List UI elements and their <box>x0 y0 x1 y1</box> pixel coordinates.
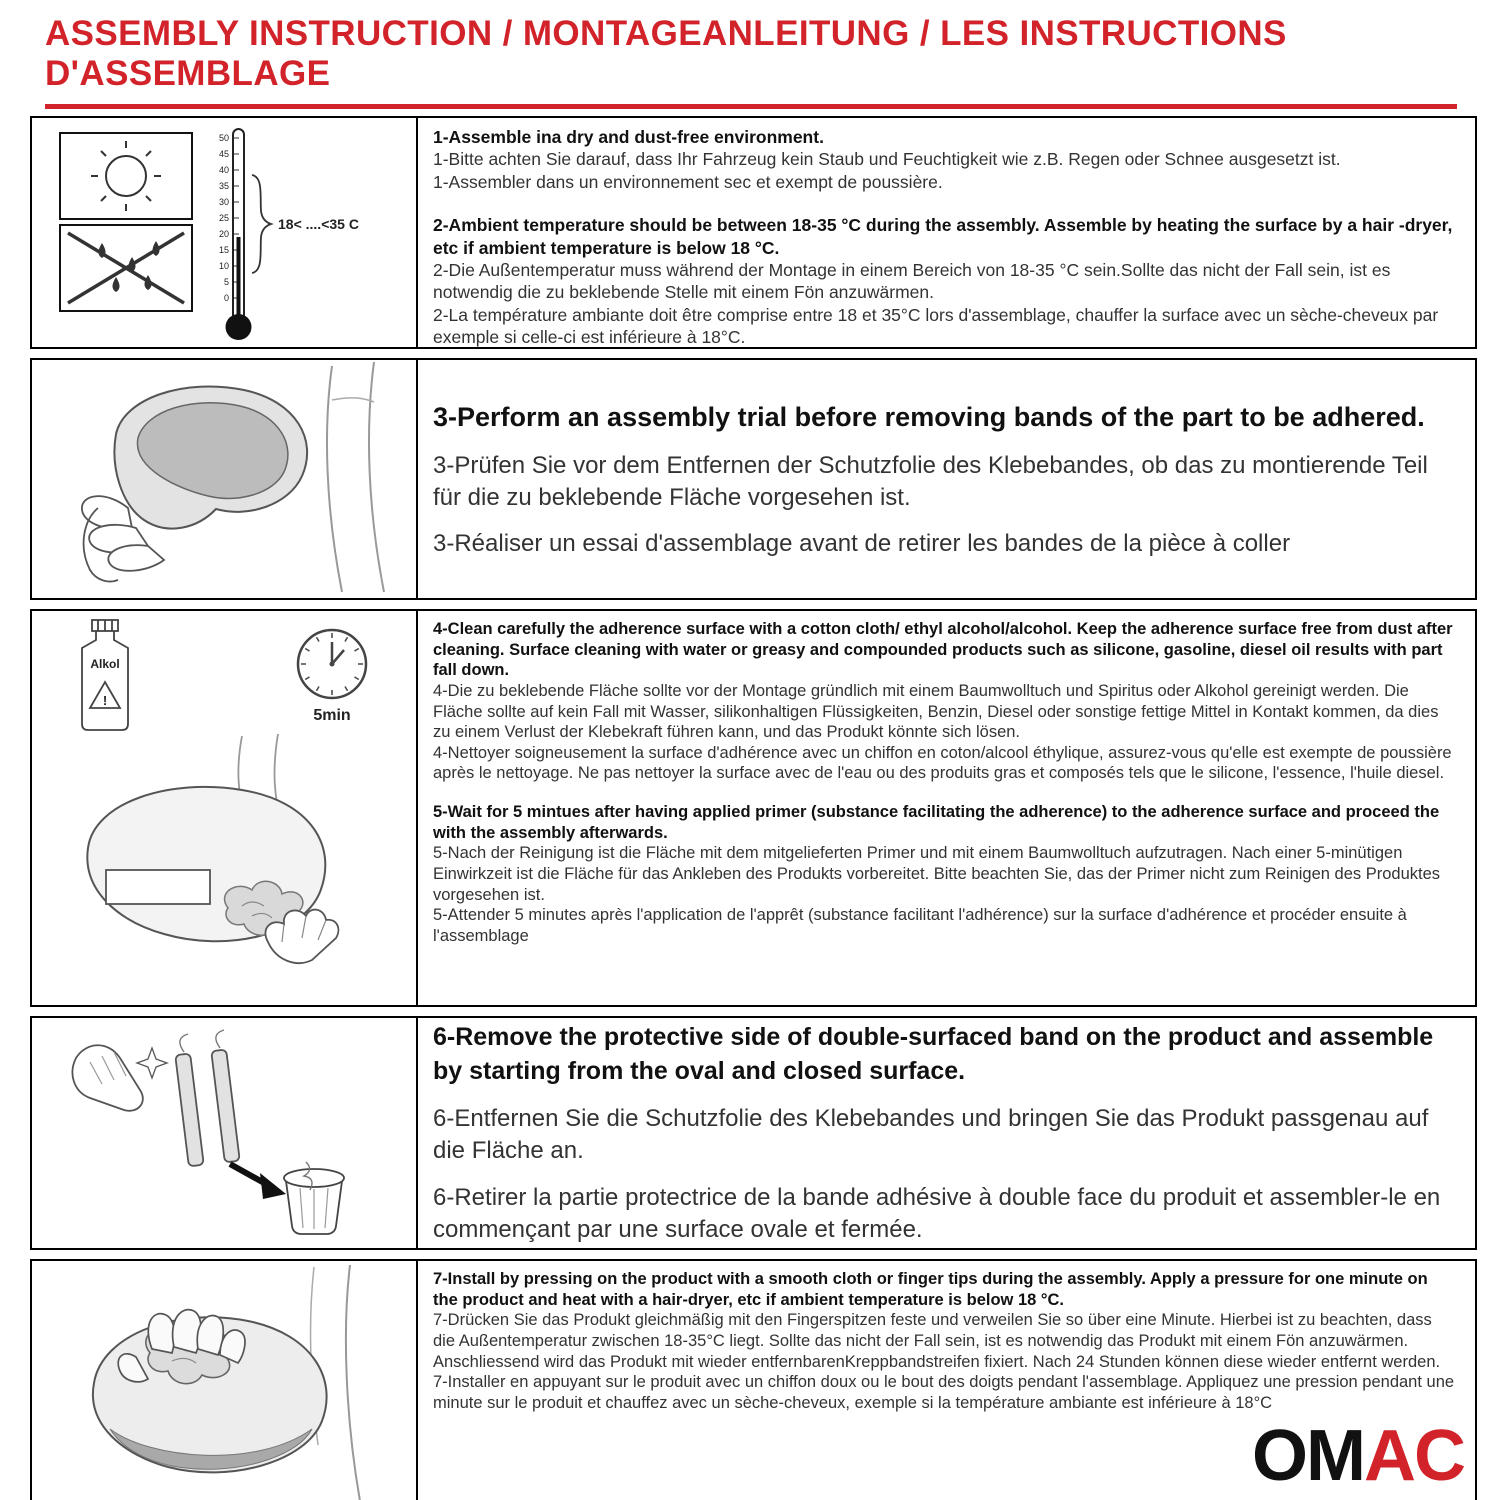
figure-band-removal <box>30 1016 418 1250</box>
step1-fr-text: 1-Assembler dans un environnement sec et exempt de poussière. <box>433 171 943 192</box>
instruction-text-3 <box>418 609 1477 1007</box>
step1-de-text: 1-Bitte achten Sie darauf, dass Ihr Fahrzeug kein Staub und Feuchtigkeit wie z.B. Regen oder Schnee ausgesetzt ist. <box>433 149 1341 170</box>
clock-duration-label: 5min <box>313 707 351 724</box>
instruction-text-2 <box>418 358 1477 600</box>
step7-en-text: 7-Install by pressing on the product with a smooth cloth or finger tips during the assembly. Apply a pressure for one minute on the product and heat with a hair-dryer, etc if ambient temperature is below 18 °C. <box>433 1270 1428 1309</box>
step2-de-text: 2-Die Außentemperatur muss während der Montage in einem Bereich von 18-35 °C sein.Sollte das nicht der Fall sein, ist es notwendig die zu beklebende Stelle mit einem Fön anzuwärmen. <box>433 259 1391 303</box>
surface-cleaning-illustration <box>32 612 416 1004</box>
press-install-illustration <box>32 1261 416 1500</box>
step5-de-text: 5-Nach der Reinigung ist die Fläche mit dem mitgelieferten Primer und mit einem Baumwolltuch aufzutragen. Nach einer 5-minütigen Einwirkzeit ist die Fläche für das Ankleben des Produkts vorbereitet. Bitte beachten Sie, das der Primer nicht zum Reinigen des Produktes vorgesehen ist. <box>433 844 1441 904</box>
temperature-range-label: 18< ....<35 C <box>278 216 359 232</box>
step5-fr-text: 5-Attender 5 minutes après l'application de l'apprêt (substance facilitant l'adhérence) sur la surface d'adhérence et procéder ensuite à l'assemblage <box>433 906 1407 945</box>
omac-logo-black: OM <box>1252 1416 1364 1496</box>
no-rain-icon <box>60 225 192 311</box>
sparkle-icon <box>137 1048 167 1078</box>
step6-en-text: 6-Remove the protective side of double-surfaced band on the product and assemble by starting from the oval and closed surface. <box>433 1023 1434 1086</box>
adhesive-strips-icon <box>175 1030 240 1166</box>
instruction-row-1 <box>30 116 1477 349</box>
step4-en-text: 4-Clean carefully the adherence surface with a cotton cloth/ ethyl alcohol/alcohol. Keep the adherence surface free from dust after cleaning. Surface cleaning with water or greasy and compounded products such as silicone, gasoline, diesel oil results with part fall down. <box>433 620 1453 680</box>
step5-en-text: 5-Wait for 5 mintues after having applied primer (substance facilitating the adherence) to the adherence surface and proceed the with the assembly afterwards. <box>433 803 1440 842</box>
warning-exclamation: ! <box>102 693 108 708</box>
step4-de-text: 4-Die zu beklebende Fläche sollte vor der Montage gründlich mit einem Baumwolltuch und Spiritus oder Alkohol gereinigt werden. Die Fläche sollte auf kein Fall mit Wasser, silikonhaltigen Flüssigkeiten, Benzin, Diesel oder sonstige fettige Mittel in Kontakt kommen, da dies zu einem Verlust der Klebekraft führen kann, und das Produkt könnte sich lösen. <box>433 681 1439 742</box>
arrow-icon <box>230 1164 286 1199</box>
svg-text:30: 30 <box>218 197 229 207</box>
step3-fr-text: 3-Réaliser un essai d'assemblage avant de retirer les bandes de la pièce à coller <box>433 530 1291 558</box>
instruction-row-4 <box>30 1016 1477 1250</box>
figure-press-install <box>30 1259 418 1500</box>
svg-text:20: 20 <box>218 229 229 239</box>
environment-illustration <box>32 119 416 346</box>
hand-icon <box>72 1045 142 1111</box>
step1-en-text: 1-Assemble ina dry and dust-free environment. <box>433 127 824 147</box>
instruction-row-3 <box>30 609 1477 1007</box>
instruction-text-1 <box>418 116 1477 349</box>
svg-text:35: 35 <box>218 181 229 191</box>
mirror-trial-illustration <box>32 360 416 598</box>
svg-text:5: 5 <box>223 277 229 287</box>
figure-cleaning <box>30 609 418 1007</box>
instruction-row-2 <box>30 358 1477 600</box>
step7-fr-text: 7-Installer en appuyant sur le produit avec un chiffon doux ou le bout des doigts pendant l'assemblage. Appliquez une pression pendant une minute sur le produit et chauffez avec un sèche-cheveux, exemple si la température ambiante est inférieure à 18°C <box>433 1373 1455 1412</box>
svg-text:45: 45 <box>218 149 229 159</box>
svg-text:10: 10 <box>218 261 229 271</box>
thermometer-icon <box>219 129 359 340</box>
figure-environment <box>30 116 418 349</box>
band-removal-illustration <box>32 1018 416 1248</box>
instruction-text-4 <box>418 1016 1477 1250</box>
svg-text:40: 40 <box>218 165 229 175</box>
svg-text:25: 25 <box>218 213 229 223</box>
instruction-rows <box>0 116 1500 1500</box>
step4-fr-text: 4-Nettoyer soigneusement la surface d'adhérence avec un chiffon en coton/alcool éthylique, assurez-vous qu'elle est exempte de poussière après le nettoyage. Ne pas nettoyer la surface avec de l'eau ou des produits gras et composés tels que le silicone, l'essence, l'huile diesel. <box>433 743 1452 783</box>
omac-logo <box>1246 1416 1464 1496</box>
figure-assembly-trial <box>30 358 418 600</box>
step6-fr-text: 6-Retirer la partie protectrice de la bande adhésive à double face du produit et assembler-le en commençant par une surface ovale et fermée. <box>433 1183 1441 1244</box>
step3-en-text: 3-Perform an assembly trial before removing bands of the part to be adhered. <box>433 402 1425 433</box>
page-title: ASSEMBLY INSTRUCTION / MONTAGEANLEITUNG / LES INSTRUCTIONS D'ASSEMBLAGE <box>45 14 1457 109</box>
svg-text:15: 15 <box>218 245 229 255</box>
step3-de-text: 3-Prüfen Sie vor dem Entfernen der Schutzfolie des Klebebandes, ob das zu montierende Teil für die zu beklebende Fläche vorgesehen ist. <box>433 451 1428 512</box>
step6-de-text: 6-Entfernen Sie die Schutzfolie des Klebebandes und bringen Sie das Produkt passgenau auf die Fläche an. <box>433 1104 1429 1165</box>
svg-text:50: 50 <box>218 133 229 143</box>
step7-de-text: 7-Drücken Sie das Produkt gleichmäßig mit den Fingerspitzen feste und verweilen Sie so über eine Minute. Hierbei ist zu beachten, dass die Außentemperatur zwischen 18-35°C liegt. Sollte das nicht der Fall sein, ist es notwendig das Produkt mit einem Fön anzuwärmen. Anschliessend wird das Produkt mit wieder entfernbarenKreppbandstreifen fixiert. Nach 24 Stunden können diese wieder entfernt werden. <box>433 1311 1441 1371</box>
step2-fr-text: 2-La température ambiante doit être comprise entre 18 et 35°C lors d'assemblage, chauffer la surface avec un sèche-cheveux par exemple si celle-ci est inférieure à 18°C. <box>433 304 1439 348</box>
svg-text:0: 0 <box>223 293 229 303</box>
step2-en-text: 2-Ambient temperature should be between 18-35 °C during the assembly. Assemble by heating the surface by a hair -dryer, etc if ambient temperature is below 18 °C. <box>433 215 1453 258</box>
omac-logo-red: AC <box>1364 1416 1464 1496</box>
bottle-label: Alkol <box>90 657 120 671</box>
trash-can-icon <box>284 1162 344 1234</box>
clock-icon <box>298 630 366 698</box>
alcohol-bottle-icon <box>82 620 128 730</box>
sun-icon <box>60 133 192 219</box>
